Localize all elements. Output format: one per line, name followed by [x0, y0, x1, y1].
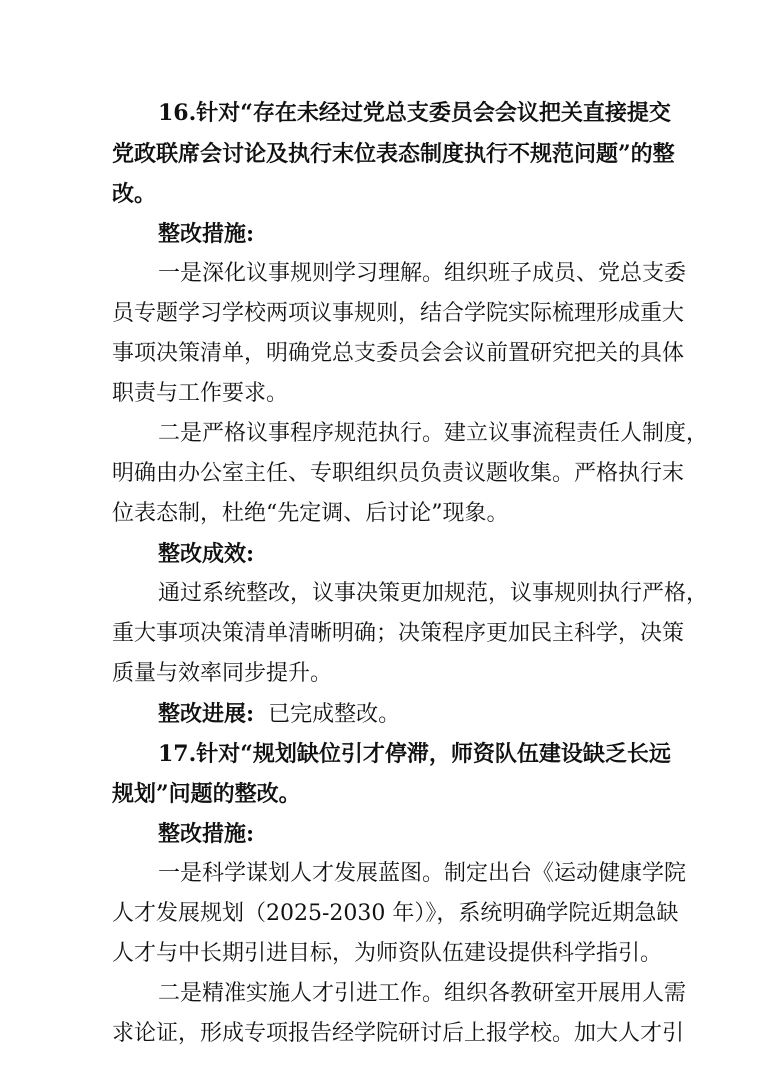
sec16-measure1-line-1: 一是深化议事规则学习理解。组织班子成员、党总支委 — [158, 261, 687, 286]
sec16-measure1-line-4: 职责与工作要求。 — [112, 381, 289, 406]
sec17-measure2-line-1: 二是精准实施人才引进工作。组织各教研室开展用人需 — [158, 981, 687, 1006]
sec16-measure2-line-3: 位表态制，杜绝“先定调、后讨论”现象。 — [112, 501, 509, 526]
sec16-title-line-3: 改。 — [112, 181, 157, 207]
sec16-measure1-line-3: 事项决策清单，明确党总支委员会会议前置研究把关的具体 — [112, 341, 685, 366]
sec16-progress-value: 已完成整改。 — [268, 702, 401, 727]
sec17-title-line-2: 规划”问题的整改。 — [112, 781, 301, 807]
sec17-measure1-line-2: 人才发展规划（2025-2030 年）》，系统明确学院近期急缺 — [112, 901, 679, 926]
sec16-measure2-line-1: 二是严格议事程序规范执行。建立议事流程责任人制度， — [158, 421, 709, 446]
sec16-effect-label: 整改成效: — [158, 541, 255, 567]
sec16-measures-label: 整改措施: — [158, 221, 255, 247]
sec17-measure1-line-3: 人才与中长期引进目标，为师资队伍建设提供科学指引。 — [112, 941, 663, 966]
sec17-measure2-line-2: 求论证，形成专项报告经学院研讨后上报学校。加大人才引 — [112, 1021, 685, 1046]
sec16-effect-line-3: 质量与效率同步提升。 — [112, 661, 333, 686]
sec16-progress-row — [158, 699, 652, 730]
sec16-progress-label: 整改进展: — [158, 701, 255, 727]
sec17-title-line-1: 17.针对“规划缺位引才停滞，师资队伍建设缺乏长远 — [158, 741, 671, 767]
sec16-measure1-line-2: 员专题学习学校两项议事规则，结合学院实际梳理形成重大 — [112, 301, 685, 326]
sec16-effect-line-2: 重大事项决策清单清晰明确；决策程序更加民主科学，决策 — [112, 621, 685, 646]
sec16-title-line-1: 16.针对“存在未经过党总支委员会会议把关直接提交 — [158, 100, 671, 126]
sec17-measure1-line-1: 一是科学谋划人才发展蓝图。制定出台《运动健康学院 — [158, 861, 687, 886]
sec16-measure2-line-2: 明确由办公室主任、专职组织员负责议题收集。严格执行末 — [112, 461, 685, 486]
sec17-measures-label: 整改措施: — [158, 821, 255, 847]
sec16-title-line-2: 党政联席会讨论及执行末位表态制度执行不规范问题”的整 — [112, 141, 675, 167]
sec16-effect-line-1: 通过系统整改，议事决策更加规范，议事规则执行严格， — [158, 581, 709, 606]
